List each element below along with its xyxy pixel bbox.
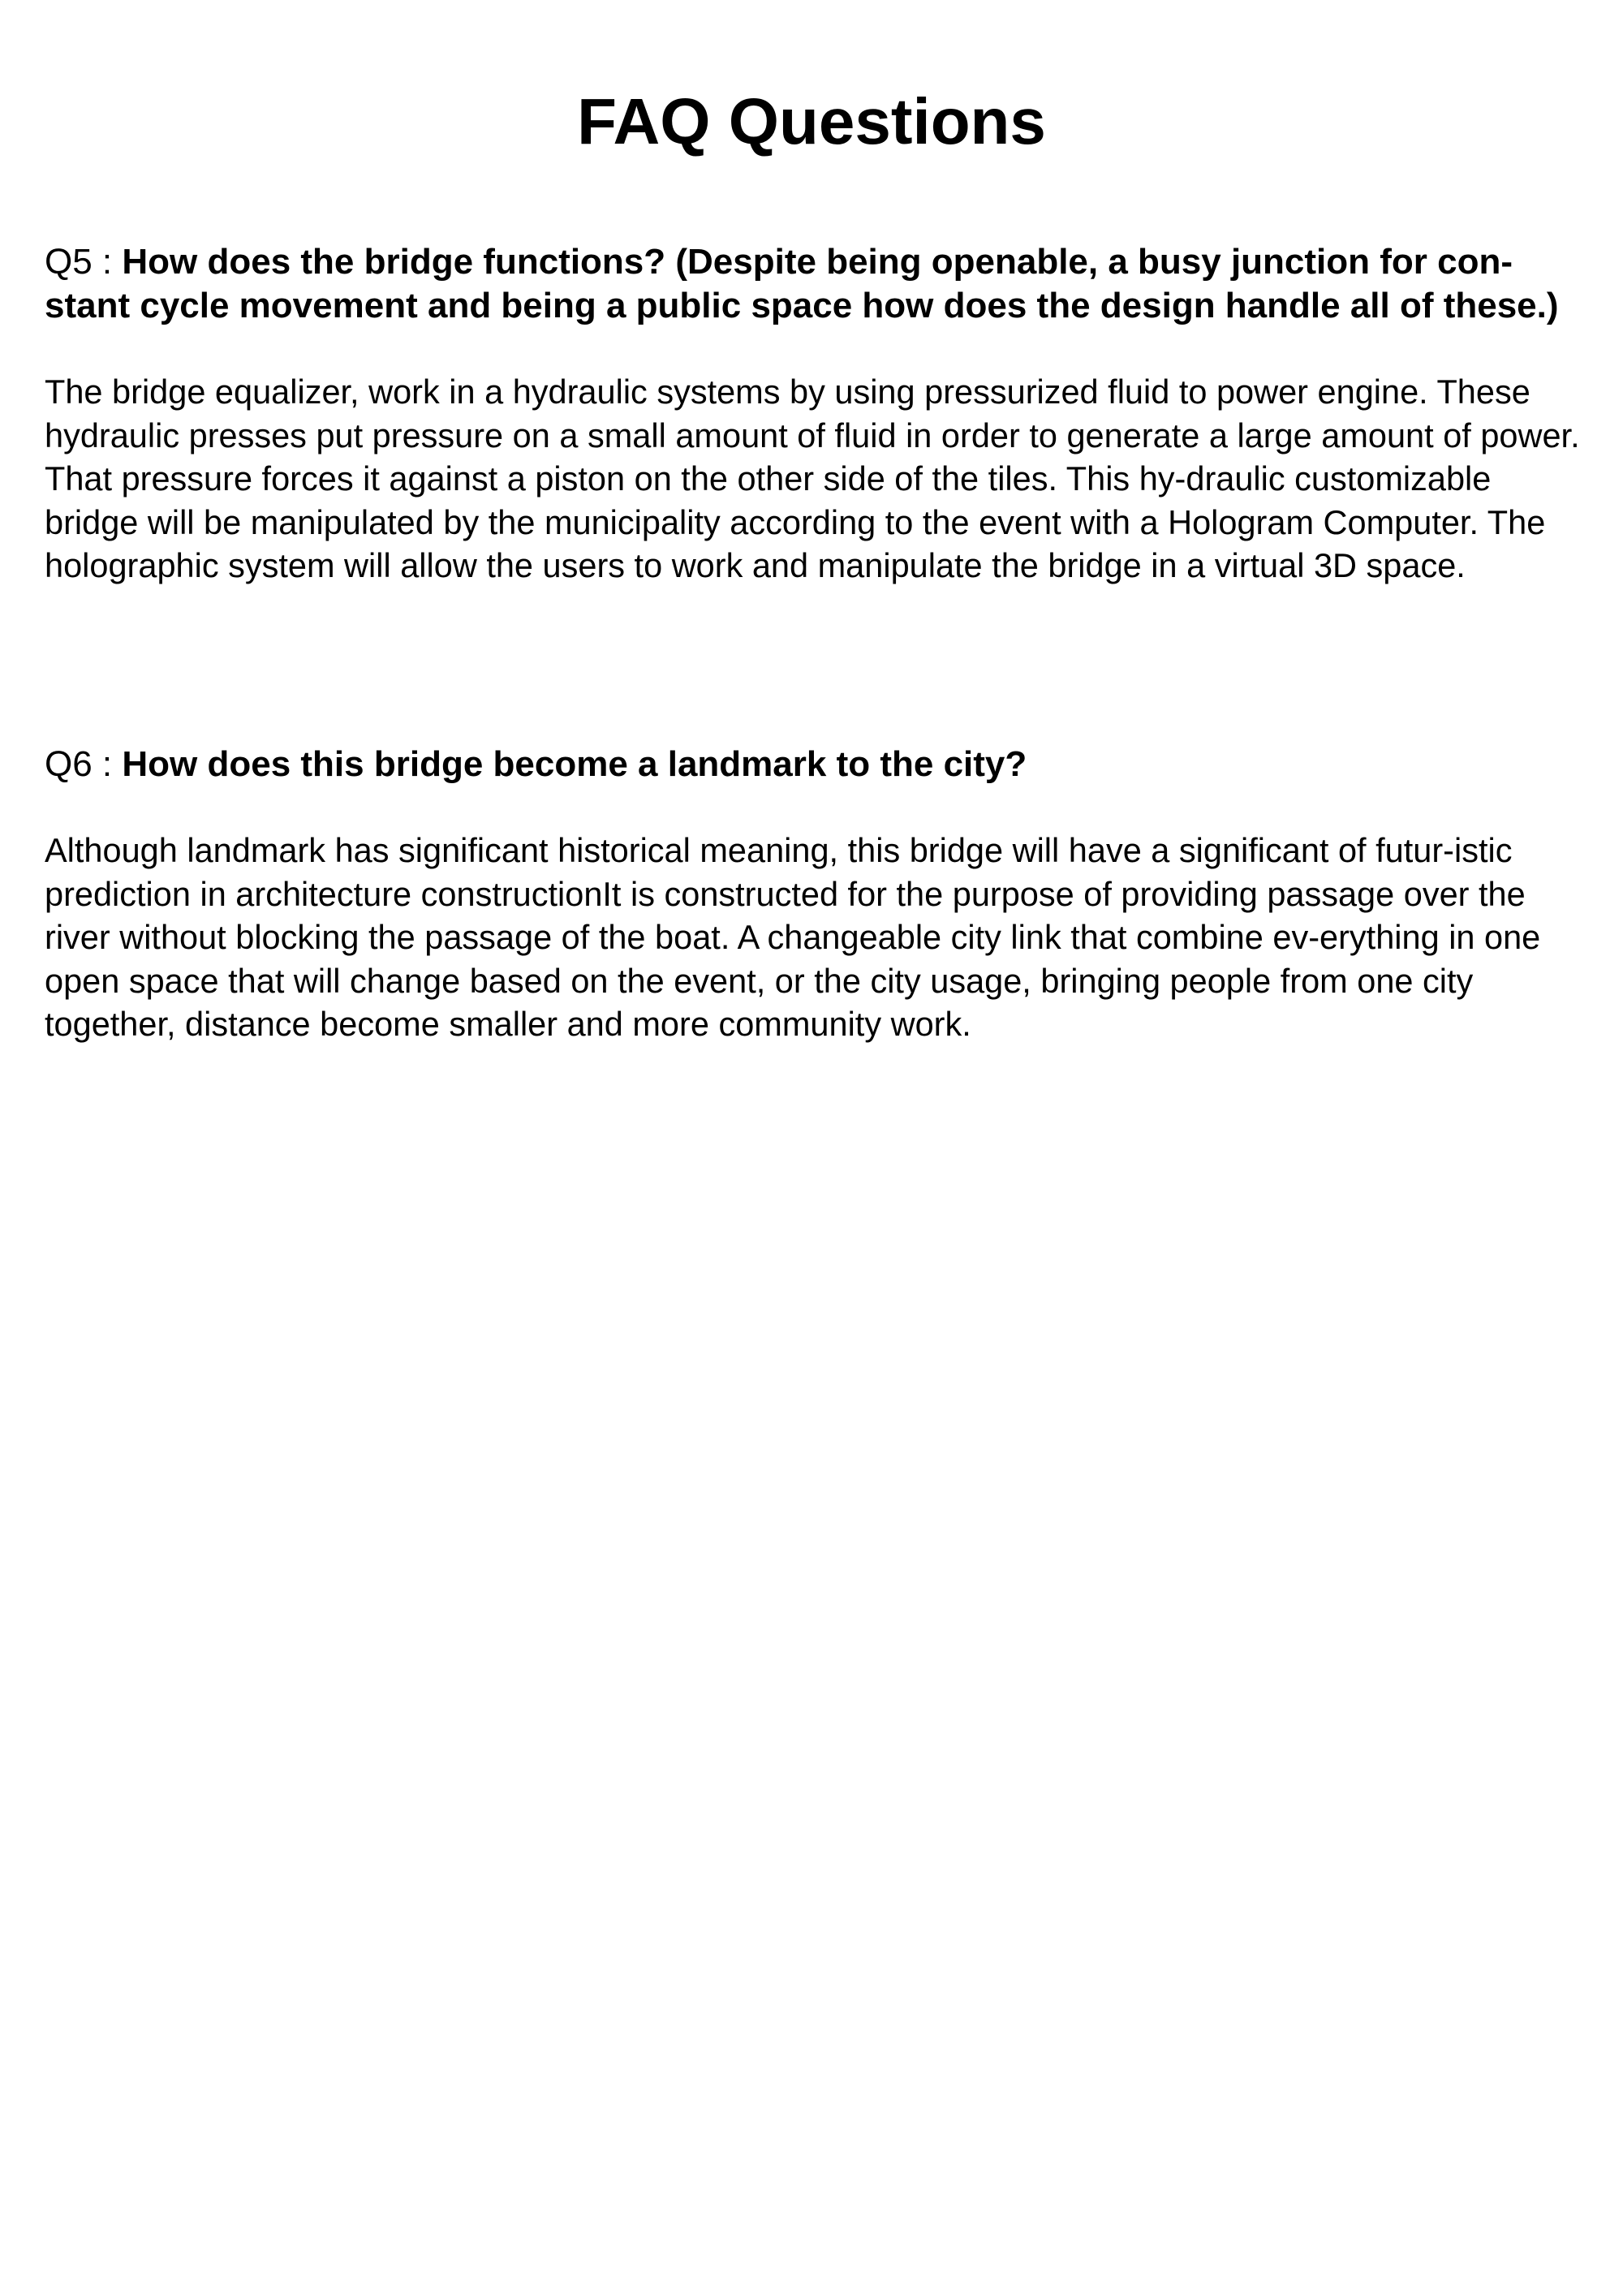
question-text: How does this bridge become a landmark to the city? bbox=[122, 744, 1027, 784]
faq-answer: Although landmark has significant historical meaning, this bridge will have a significant of futur-istic prediction in architecture constructionIt is constructed for the purpose of providing passage over the river without blocking the passage of the boat. A changeable city link that combine ev-erything in one open space that will change based on the event, or the city usage, bringing people from one city together, distance become smaller and more community work. bbox=[45, 831, 1541, 1043]
faq-item-q5 bbox=[45, 240, 1586, 588]
faq-question bbox=[45, 240, 1586, 328]
faq-question bbox=[45, 743, 1586, 786]
faq-item-q6 bbox=[45, 743, 1586, 1046]
page-title: FAQ Questions bbox=[577, 85, 1046, 157]
faq-answer: The bridge equalizer, work in a hydraulic systems by using pressurized fluid to power engine. These hydraulic presses put pressure on a small amount of fluid in order to generate a large amount of power. That pressure forces it against a piston on the other side of the tiles. This hy-draulic customizable bridge will be manipulated by the municipality according to the event with a Hologram Computer. The holographic system will allow the users to work and manipulate the bridge in a virtual 3D space. bbox=[45, 373, 1580, 584]
question-number: Q6 : bbox=[45, 744, 123, 784]
question-text: How does the bridge functions? (Despite being openable, a busy junction for con-stant cycle movement and being a public space how does the design handle all of these.) bbox=[45, 242, 1559, 325]
question-number: Q5 : bbox=[45, 242, 123, 282]
